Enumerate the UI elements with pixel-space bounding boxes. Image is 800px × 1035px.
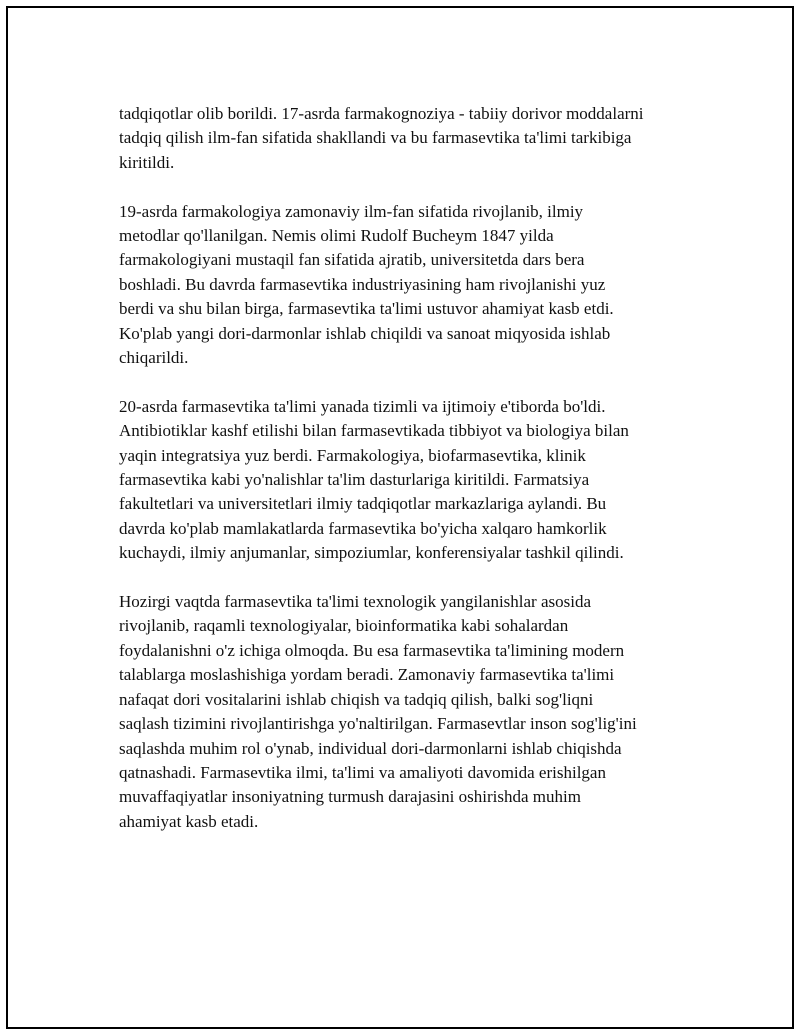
- document-body: [119, 102, 699, 859]
- paragraph-line: farmakologiyani mustaqil fan sifatida ajratib, universitetda dars bera: [119, 250, 585, 270]
- paragraph-line: rivojlanib, raqamli texnologiyalar, bioinformatika kabi sohalardan: [119, 616, 569, 636]
- paragraph-line: qatnashadi. Farmasevtika ilmi, ta'limi va amaliyoti davomida erishilgan: [119, 762, 606, 782]
- paragraph-line: fakultetlari va universitetlari ilmiy tadqiqotlar markazlariga aylandi. Bu: [119, 494, 607, 514]
- paragraph-line: foydalanishni o'z ichiga olmoqda. Bu esa farmasevtika ta'limining modern: [119, 640, 625, 660]
- paragraph-line: nafaqat dori vositalarini ishlab chiqish va tadqiq qilish, balki sog'liqni: [119, 689, 594, 709]
- paragraph-1: [119, 102, 699, 175]
- paragraph-line: yaqin integratsiya yuz berdi. Farmakologiya, biofarmasevtika, klinik: [119, 445, 586, 465]
- paragraph-line: ahamiyat kasb etadi.: [119, 811, 259, 831]
- paragraph-line: muvaffaqiyatlar insoniyatning turmush darajasini oshirishda muhim: [119, 787, 581, 807]
- paragraph-line: tadqiqotlar olib borildi. 17-asrda farmakognoziya - tabiiy dorivor moddalarni: [119, 104, 644, 123]
- paragraph-line: talablarga moslashishiga yordam beradi. Zamonaviy farmasevtika ta'limi: [119, 665, 615, 685]
- paragraph-3: [119, 395, 699, 566]
- paragraph-4: [119, 590, 699, 834]
- paragraph-line: saqlash tizimini rivojlantirishga yo'naltirilgan. Farmasevtlar inson sog'lig'ini: [119, 714, 637, 734]
- paragraph-line: 20-asrda farmasevtika ta'limi yanada tizimli va ijtimoiy e'tiborda bo'ldi.: [119, 396, 606, 416]
- paragraph-2: [119, 200, 699, 371]
- paragraph-line: farmasevtika kabi yo'nalishlar ta'lim dasturlariga kiritildi. Farmatsiya: [119, 470, 590, 490]
- paragraph-line: Ko'plab yangi dori-darmonlar ishlab chiqildi va sanoat miqyosida ishlab: [119, 323, 611, 343]
- paragraph-line: Hozirgi vaqtda farmasevtika ta'limi texnologik yangilanishlar asosida: [119, 592, 592, 612]
- paragraph-line: saqlashda muhim rol o'ynab, individual dori-darmonlarni ishlab chiqishda: [119, 738, 622, 758]
- page-frame: [6, 6, 794, 1029]
- paragraph-line: kiritildi.: [119, 152, 175, 172]
- paragraph-line: chiqarildi.: [119, 348, 189, 368]
- paragraph-line: davrda ko'plab mamlakatlarda farmasevtika bo'yicha xalqaro hamkorlik: [119, 518, 607, 538]
- paragraph-line: metodlar qo'llanilgan. Nemis olimi Rudolf Bucheym 1847 yilda: [119, 226, 554, 246]
- paragraph-line: berdi va shu bilan birga, farmasevtika ta'limi ustuvor ahamiyat kasb etdi.: [119, 299, 614, 319]
- paragraph-line: Antibiotiklar kashf etilishi bilan farmasevtikada tibbiyot va biologiya bilan: [119, 421, 629, 441]
- paragraph-line: 19-asrda farmakologiya zamonaviy ilm-fan sifatida rivojlanib, ilmiy: [119, 201, 584, 221]
- paragraph-line: tadqiq qilish ilm-fan sifatida shakllandi va bu farmasevtika ta'limi tarkibiga: [119, 128, 632, 148]
- paragraph-line: kuchaydi, ilmiy anjumanlar, simpoziumlar, konferensiyalar tashkil qilindi.: [119, 543, 624, 563]
- paragraph-line: boshladi. Bu davrda farmasevtika industriyasining ham rivojlanishi yuz: [119, 274, 606, 294]
